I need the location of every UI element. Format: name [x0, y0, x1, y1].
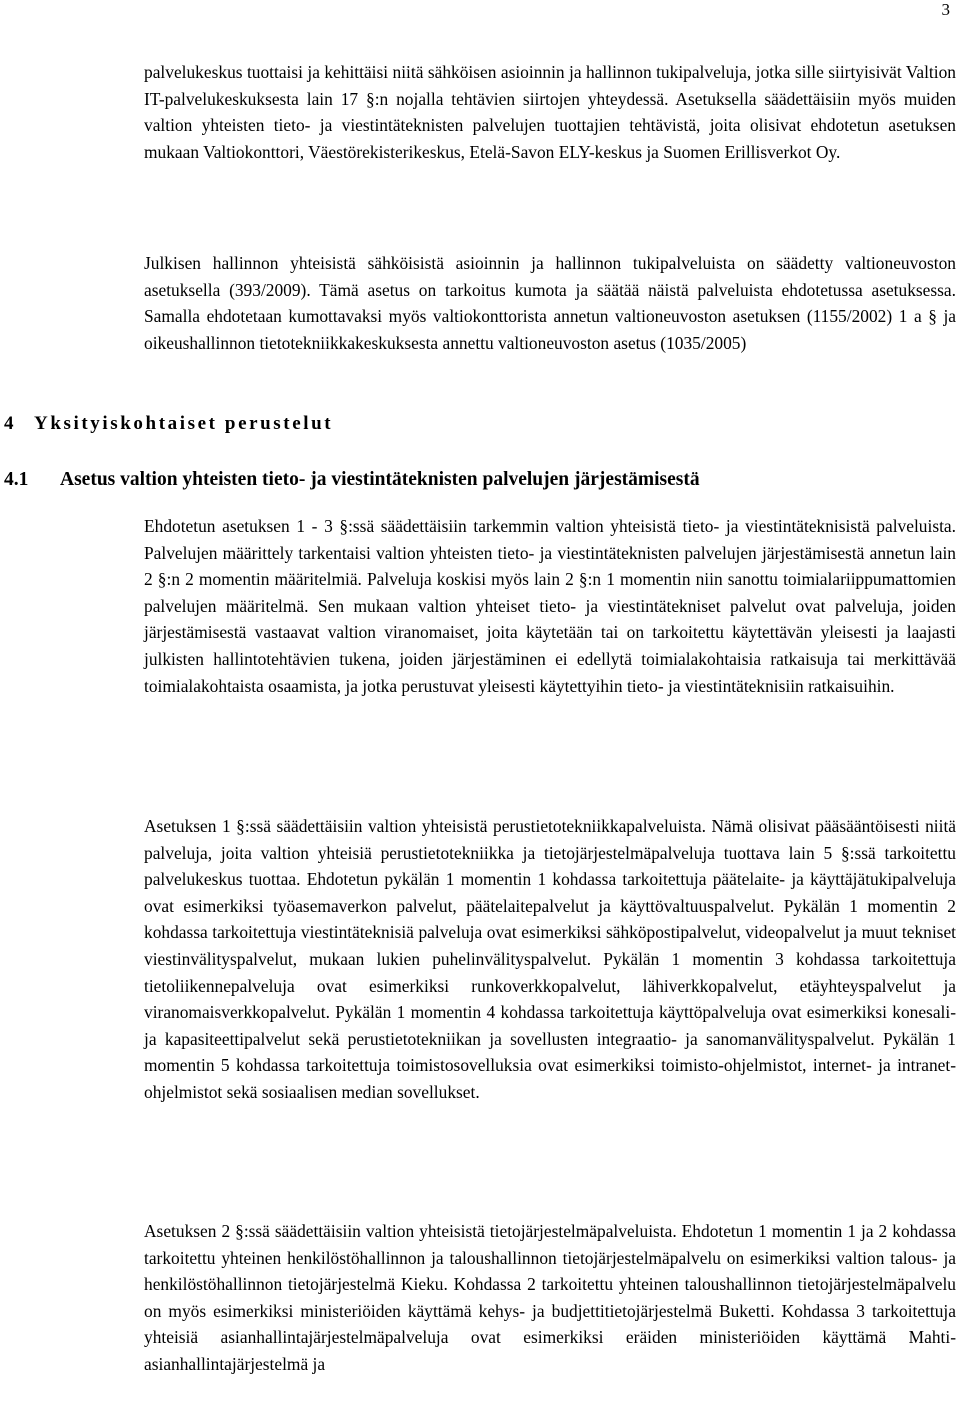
section-title: Yksityiskohtaiset perustelut [34, 413, 334, 434]
subsection-heading [4, 466, 700, 494]
section-heading [4, 410, 333, 438]
paragraph-intro: palvelukeskus tuottaisi ja kehittäisi niitä sähköisen asioinnin ja hallinnon tukipalveluja, jotka sille siirtyisivät Valtion IT-palvelukeskuksesta lain 17 §:n nojalla tehtävien siirtojen yhteydessä. Asetuksella säädettäisiin myös muiden valtion yhteisten tieto- ja viestintäteknisten palvelujen tuottajien tehtävistä, joita olisivat ehdotetun asetuksen mukaan Valtiokonttori, Väestörekisterikeskus, Etelä-Savon ELY-keskus ja Suomen Erillisverkot Oy. [144, 62, 956, 162]
section-number: 4 [4, 413, 14, 434]
page-number: 3 [941, 0, 950, 19]
subsection-title: Asetus valtion yhteisten tieto- ja viestintäteknisten palvelujen järjestämisestä [60, 469, 700, 490]
subsection-number: 4.1 [4, 469, 29, 490]
paragraph-sections-1-3: Ehdotetun asetuksen 1 - 3 §:ssä säädettäisiin tarkemmin valtion yhteisistä tieto- ja viestintäteknisistä palveluista. Palvelujen määrittely tarkentaisi valtion yhteisten tieto- ja viestintäteknisten palvelujen järjestämisestä annetun lain 2 §:n 2 momentin määritelmiä. Palveluja koskisi myös lain 2 §:n 1 momentin niin sanottu toimialariippumattomien palvelujen määritelmä. Sen mukaan valtion yhteiset tieto- ja viestintätekniset palvelut ovat palveluja, joiden järjestämisestä vastaavat valtion viranomaiset, joita käytetään tai on tarkoitettu käytettävän yleisesti ja laajasti julkisten hallintotehtävien tukena, joiden järjestäminen ei edellytä toimialakohtaisia ratkaisuja tai merkittävää toimialakohtaista osaamista, ja jotka perustuvat yleisesti käytettyihin tieto- ja viestintäteknisiin ratkaisuihin. [144, 516, 956, 696]
paragraph-section-2: Asetuksen 2 §:ssä säädettäisiin valtion yhteisistä tietojärjestelmäpalveluista. Ehdotetun 1 momentin 1 ja 2 kohdassa tarkoitettu yhteinen henkilöstöhallinnon ja taloushallinnon tietojärjestelmäpalvelu on esimerkiksi valtion talous- ja henkilöstöhallinnon tietojärjestelmä Kieku. Kohdassa 2 tarkoitettu yhteinen taloushallinnon tietojärjestelmäpalvelu on myös esimerkiksi ministeriöiden käyttämä kehys- ja budjettitietojärjestelmä Buketti. Kohdassa 3 tarkoitettuja yhteisiä asianhallintajärjestelmäpalveluja ovat esimerkiksi eräiden ministeriöiden käyttämä Mahti-asianhallintajärjestelmä ja [144, 1221, 956, 1374]
paragraph-regulation-repeal: Julkisen hallinnon yhteisistä sähköisistä asioinnin ja hallinnon tukipalveluista on säädetty valtioneuvoston asetuksella (393/2009). Tämä asetus on tarkoitus kumota ja säätää näistä palveluista ehdotetussa asetuksessa. Samalla ehdotetaan kumottavaksi myös valtiokonttorista annetun valtioneuvoston asetuksen (1155/2002) 1 a § ja oikeushallinnon tietotekniikkakeskuksesta annettu valtioneuvoston asetus (1035/2005) [144, 253, 956, 353]
paragraph-section-1: Asetuksen 1 §:ssä säädettäisiin valtion yhteisistä perustietotekniikkapalveluista. Nämä olisivat pääsääntöisesti niitä palveluja, joita valtion yhteisiä perustietotekniikka ja tietojärjestelmäpalveluja tuottava lain 5 §:ssä tarkoitettu palvelukeskus tuottaa. Ehdotetun pykälän 1 momentin 1 kohdassa tarkoitettuja päätelaite- ja käyttäjätukipalveluja ovat esimerkiksi työasemaverkon palvelut, päätelaitepalvelut ja käyttövaltuuspalvelut. Pykälän 1 momentin 2 kohdassa tarkoitettuja viestintäteknisiä palveluja ovat esimerkiksi sähköpostipalvelut, videopalvelut ja muut tekniset viestinvälityspalvelut, mukaan lukien puhelinvälityspalvelut. Pykälän 1 momentin 3 kohdassa tarkoitettuja tietoliikennepalveluja ovat esimerkiksi runkoverkkopalvelut, lähiverkkopalvelut, etäyhteyspalvelut ja viranomaisverkkopalvelut. Pykälän 1 momentin 4 kohdassa tarkoitettuja käyttöpalveluja ovat esimerkiksi konesali- ja kapasiteettipalvelut sekä perustietotekniikan ja sovellusten integraatio- ja sanomanvälityspalvelut. Pykälän 1 momentin 5 kohdassa tarkoitettuja toimistosovelluksia ovat esimerkiksi toimisto-ohjelmistot, internet- ja intranet-ohjelmistot sekä sosiaalisen median sovellukset. [144, 816, 956, 1102]
